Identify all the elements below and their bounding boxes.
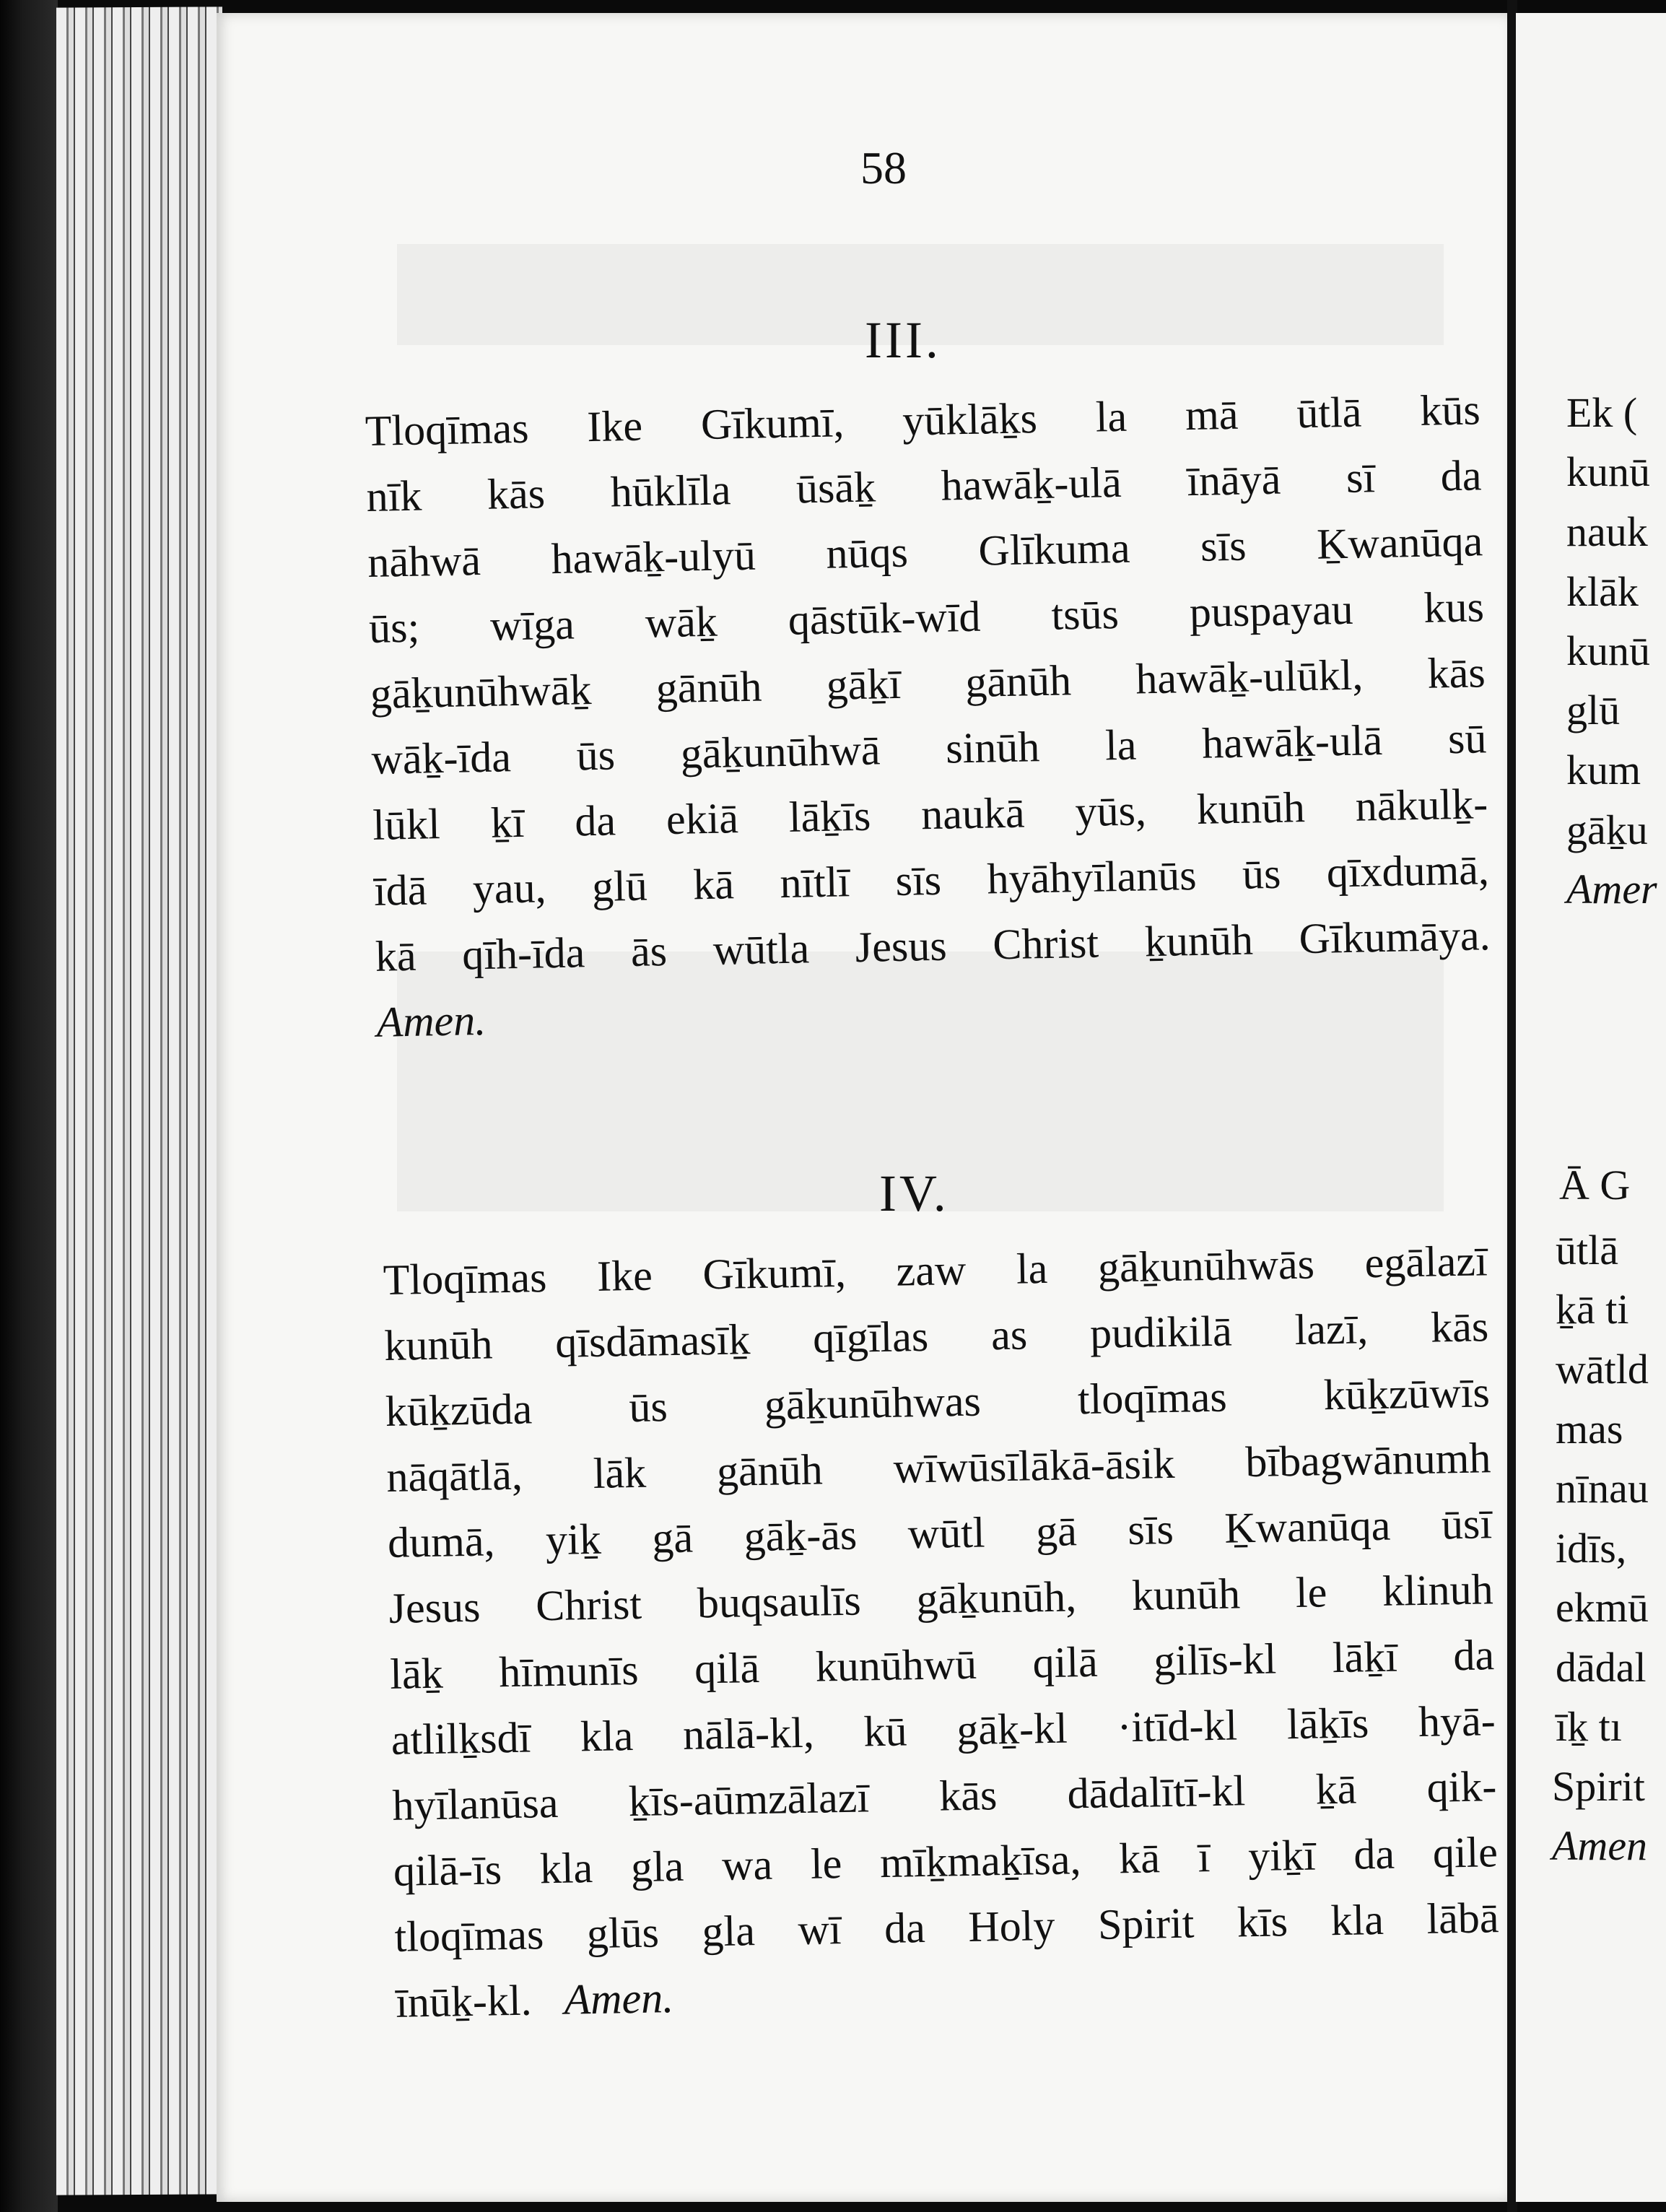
text-line: atlilḵsdī kla nālā-kl, kū gāḵ-kl ·itīd-kl lāḵīs hyā- <box>391 1697 1496 1764</box>
text-fragment: īnūḵ-kl. <box>395 1976 533 2026</box>
facing-fragment: klāk <box>1566 568 1639 615</box>
facing-fragment: Spirit <box>1552 1763 1645 1810</box>
text-line: Jesus Christ buqsaulīs gāḵunūh, kunūh le klinuh <box>388 1565 1494 1632</box>
page-edges <box>56 6 222 2195</box>
amen: Amen. <box>563 1974 674 2024</box>
facing-fragment: nīnau <box>1556 1465 1649 1512</box>
facing-fragment: ekmū <box>1556 1584 1649 1631</box>
section-heading-iii: III. <box>865 311 941 369</box>
facing-fragment: nauk <box>1566 508 1648 555</box>
prayer-iv <box>383 1228 1501 2036</box>
text-line: tloqīmas glūs gla wī da Holy Spirit kīs kla lābā <box>394 1894 1500 1961</box>
text-line: qilā-īs kla gla wa le mīḵmaḵīsa, kā ī yiḵī da qile <box>393 1828 1499 1895</box>
facing-fragment: mas <box>1556 1406 1623 1453</box>
facing-fragment: kum <box>1566 746 1641 793</box>
facing-fragment: kunū <box>1566 627 1650 674</box>
facing-fragment: Ā G <box>1559 1162 1631 1209</box>
facing-fragment: ūtlā <box>1556 1227 1618 1273</box>
text-line: nāhwā hawāḵ-ulyū nūqs Glīkuma sīs Ḵwanūqa <box>367 517 1483 586</box>
text-line: gāḵunūhwāḵ gānūh gāḵī gānūh hawāḵ-ulūkl, kās <box>370 648 1486 718</box>
page-number: 58 <box>860 142 907 193</box>
text-line: wāḵ-īda ūs gāḵunūhwā sinūh la hawāḵ-ulā sū <box>370 714 1487 783</box>
text-line: ūs; wīga wāḵ qāstūk-wīd tsūs puspayau kus <box>368 583 1485 652</box>
facing-page <box>1516 13 1666 2202</box>
text-line: lūkl ḵī da ekiā lāḵīs naukā yūs, kunūh nākulḵ- <box>372 780 1488 849</box>
facing-fragment: gāḵu <box>1566 806 1648 853</box>
text-line: kā qīh-īda ās wūtla Jesus Christ ḵunūh Gīkumāya. <box>375 911 1491 980</box>
facing-fragment: idīs, <box>1556 1525 1627 1572</box>
text-line: kunūh qīsdāmasīḵ qīgīlas as pudikilā lazī, kās <box>383 1302 1489 1370</box>
prayer-iii <box>365 377 1492 1055</box>
amen: Amen. <box>375 996 487 1046</box>
facing-fragment: glū <box>1566 687 1621 733</box>
text-line: nāqātlā, lāk gānūh wīwūsīlākā-āsik bībagwānumh <box>385 1434 1491 1501</box>
text-line: Tloqīmas Ike Gīkumī, zaw la gāḵunūhwās egālazī <box>383 1237 1488 1304</box>
text-line: hyīlanūsa ḵīs-aūmzālazī kās dādalītī-kl ḵā qik- <box>391 1762 1497 1829</box>
text-line: dumā, yiḵ gā gāḵ-ās wūtl gā sīs Ḵwanūqa ūsī <box>387 1499 1493 1567</box>
facing-fragment: Amen <box>1552 1822 1648 1869</box>
text-line: īdā yau, glū kā nītlī sīs hyāhyīlanūs ūs qīxdumā, <box>373 845 1490 915</box>
facing-fragment: dādal <box>1556 1644 1647 1691</box>
facing-fragment: īḵ tı <box>1556 1703 1622 1750</box>
book-spine-shadow <box>0 0 58 2212</box>
facing-fragment: Ek ( <box>1566 389 1638 436</box>
facing-fragment: wātld <box>1556 1346 1649 1393</box>
facing-fragment: Amer <box>1566 866 1657 913</box>
facing-fragment: ḵā ti <box>1556 1286 1629 1333</box>
text-line: lāḵ hīmunīs qilā kunūhwū qilā gilīs-kl lāḵī da <box>389 1631 1495 1698</box>
text-line: kūḵzūda ūs gāḵunūhwas tloqīmas kūḵzūwīs <box>385 1368 1491 1435</box>
section-heading-iv: IV. <box>879 1164 949 1222</box>
facing-page-text <box>1516 13 1666 2202</box>
text-line: Tloqīmas Ike Gīkumī, yūklāḵs la mā ūtlā kūs <box>365 386 1481 455</box>
facing-fragment: kunū <box>1566 448 1650 495</box>
text-line: nīk kās hūklīla ūsāḵ hawāḵ-ulā īnāyā sī da <box>365 451 1482 521</box>
